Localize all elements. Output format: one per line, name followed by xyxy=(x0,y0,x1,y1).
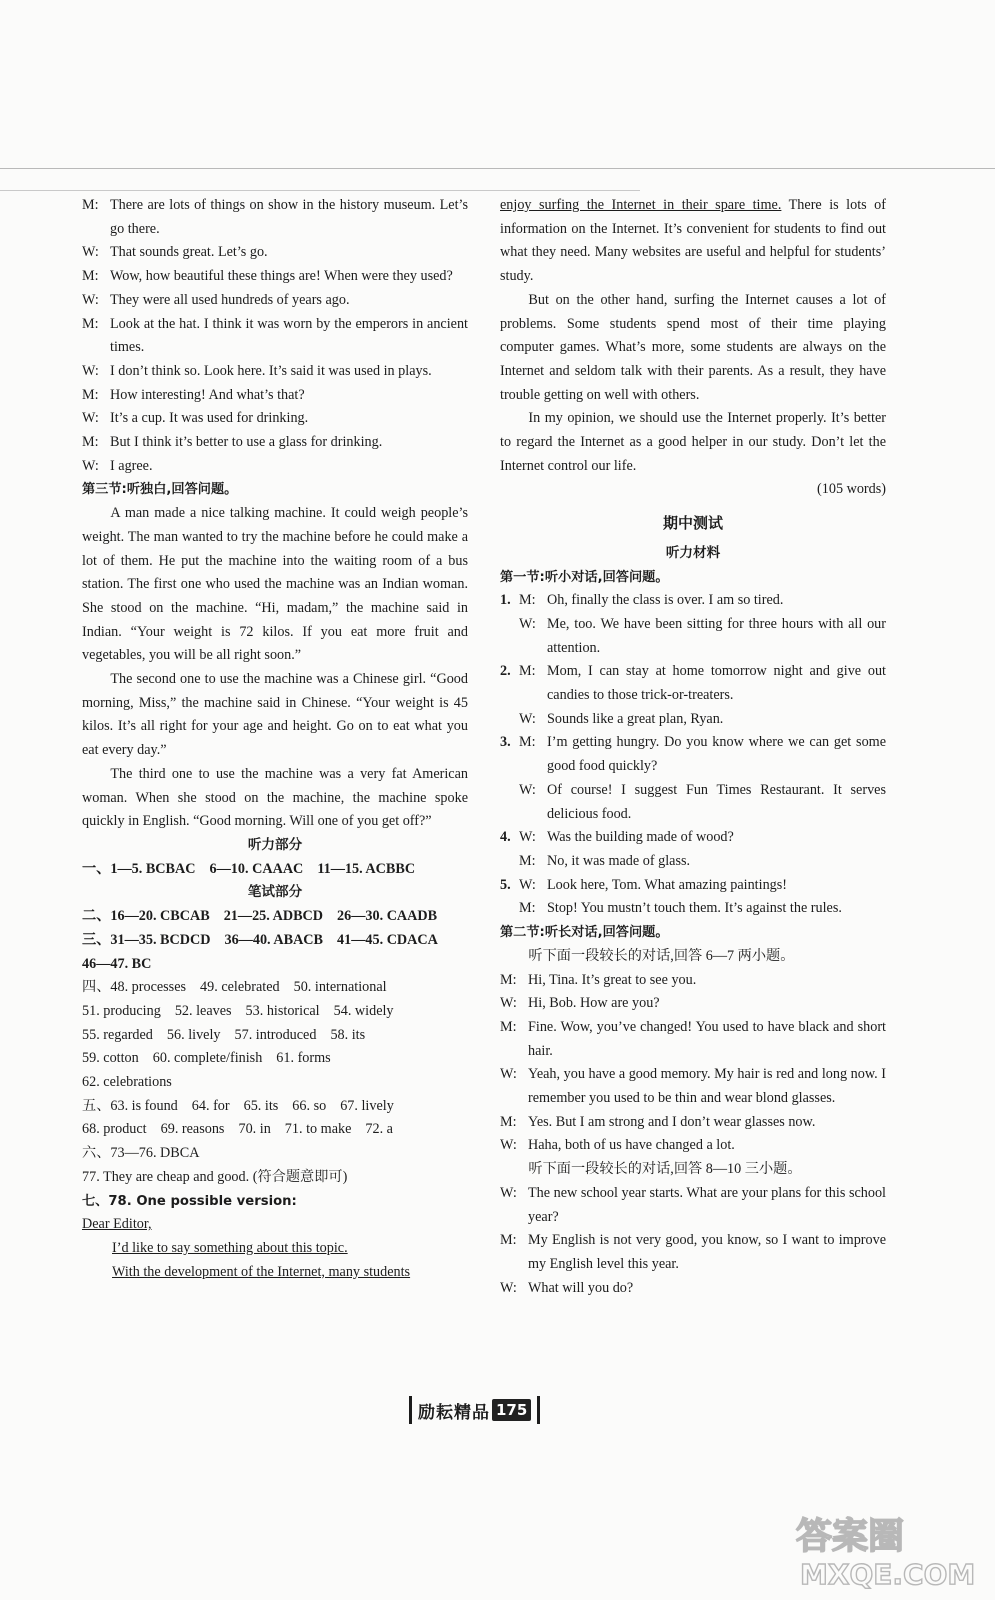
section-1-title: 第一节:听小对话,回答问题。 xyxy=(500,569,669,585)
question-number: 4. xyxy=(500,829,511,846)
speaker: W: xyxy=(82,457,99,474)
short-dialog-line xyxy=(500,897,886,921)
speaker: M: xyxy=(82,197,99,213)
question-number: 2. xyxy=(500,663,511,680)
short-dialog-line xyxy=(500,660,886,707)
speaker: M: xyxy=(82,315,99,332)
essay-p4: In my opinion, we should use the Internet properly. It’s better to regard the Internet as a good helper in our study. Don’t let the Internet control our life. xyxy=(500,410,886,474)
page-number: 175 xyxy=(492,1399,531,1421)
answer-item: 65. its xyxy=(243,1097,279,1114)
dialog-text: Me, too. We have been sitting for three hours with all our attention. xyxy=(547,615,886,656)
answers-4 xyxy=(82,976,468,1095)
dialog-line xyxy=(500,969,886,993)
dialog-line xyxy=(82,265,468,289)
writing-heading: 笔试部分 xyxy=(247,884,303,901)
speaker: M: xyxy=(500,1232,517,1249)
speaker: W: xyxy=(519,829,536,846)
dialog-line xyxy=(500,1182,886,1229)
footer-brand: 励耘精品 xyxy=(418,1402,490,1423)
dialog-text: Mom, I can stay at home tomorrow night and give out candies to those trick-or-treaters. xyxy=(547,663,886,704)
dialog-text: Was the building made of wood? xyxy=(547,829,734,846)
answer-item: 58. its xyxy=(330,1026,366,1043)
salutation: Dear Editor, xyxy=(82,1216,152,1233)
dialog-text: Yeah, you have a good memory. My hair is red and long now. I remember you used to be thin and wear blond glasses. xyxy=(528,1066,886,1107)
instruction-6-7: 听下面一段较长的对话,回答 6—7 两小题。 xyxy=(528,947,795,964)
dialog-text: My English is not very good, you know, so I want to improve my English level this year. xyxy=(528,1232,886,1272)
dialog-line xyxy=(82,313,468,360)
answers-77: 77. They are cheap and good. (符合题意即可) xyxy=(82,1168,348,1185)
answer-item: 69. reasons xyxy=(160,1121,225,1138)
answer-item: 57. introduced xyxy=(234,1026,317,1043)
answer-item: 68. product xyxy=(82,1121,147,1138)
dialog-line xyxy=(500,1063,886,1110)
monologue-paragraph: The second one to use the machine was a Chinese girl. “Good morning, Miss,” the machine said in Chinese. “Your weight is 45 kilos. It’s all right for your age and height. Go on to eat what you eat every day.” xyxy=(82,671,468,759)
essay-p1: I’d like to say something about this topic. xyxy=(112,1239,348,1256)
short-dialog-line xyxy=(500,874,886,898)
speaker: M: xyxy=(519,734,536,751)
instruction-8-10: 听下面一段较长的对话,回答 8—10 三小题。 xyxy=(528,1161,802,1178)
dialog-line xyxy=(82,241,468,265)
dialog-text: I’m getting hungry. Do you know where we can get some good food quickly? xyxy=(547,734,886,775)
dialog-text: Look at the hat. I think it was worn by the emperors in ancient times. xyxy=(110,315,468,356)
short-dialog-line xyxy=(500,589,886,613)
dialog-line xyxy=(82,289,468,313)
answers-1: 一、1—5. BCBAC 6—10. CAAAC 11—15. ACBBC xyxy=(82,860,416,877)
answer-item: 71. to make xyxy=(284,1121,352,1138)
dialog-text: Sounds like a great plan, Ryan. xyxy=(547,710,724,727)
answer-item: 62. celebrations xyxy=(82,1074,172,1091)
dialog-line xyxy=(500,1111,886,1135)
dialog-text: But I think it’s better to use a glass for drinking. xyxy=(110,434,383,451)
speaker: W: xyxy=(82,244,99,261)
answer-item: 64. for xyxy=(191,1097,230,1114)
short-dialog-line xyxy=(500,826,886,850)
short-dialogs xyxy=(500,589,886,921)
answer-item: 49. celebrated xyxy=(200,979,280,996)
dialog-text: Fine. Wow, you’ve changed! You used to have black and short hair. xyxy=(528,1018,886,1059)
speaker: M: xyxy=(519,852,536,869)
answer-item: 70. in xyxy=(238,1121,271,1138)
speaker: M: xyxy=(82,434,99,451)
speaker: W: xyxy=(519,710,536,727)
speaker: W: xyxy=(500,1279,517,1296)
speaker: M: xyxy=(519,663,536,680)
dialog-text: That sounds great. Let’s go. xyxy=(110,244,268,261)
right-column xyxy=(500,194,886,1300)
question-number: 5. xyxy=(500,876,511,893)
dialog-text: Yes. But I am strong and I don’t wear glasses now. xyxy=(528,1113,816,1130)
speaker: M: xyxy=(500,971,517,988)
answers-3: 三、31—35. BCDCD 36—40. ABACB 41—45. CDACA xyxy=(82,931,438,948)
answer-item: 59. cotton xyxy=(82,1050,139,1067)
dialog-text: I don’t think so. Look here. It’s said it was used in plays. xyxy=(110,362,432,379)
watermark-logo xyxy=(790,1506,980,1592)
dialog-line xyxy=(82,431,468,455)
answer-item: 72. a xyxy=(365,1121,393,1138)
monologue xyxy=(82,502,468,834)
dialog-line xyxy=(82,384,468,408)
dialog-line xyxy=(82,407,468,431)
answer-item: 54. widely xyxy=(333,1002,394,1019)
dialog-text: There are lots of things on show in the history museum. Let’s go there. xyxy=(110,197,468,237)
dialog-line xyxy=(500,1016,886,1063)
answer-item: 61. forms xyxy=(276,1050,331,1067)
answers-2: 二、16—20. CBCAB 21—25. ADBCD 26—30. CAADB xyxy=(82,908,438,925)
speaker: W: xyxy=(82,410,99,427)
top-rule xyxy=(0,168,995,169)
dialog-text: What will you do? xyxy=(528,1279,634,1296)
section-3-title: 第三节:听独白,回答问题。 xyxy=(82,482,238,498)
dialog-text: I agree. xyxy=(110,457,153,474)
answer-item: 66. so xyxy=(292,1097,327,1114)
dialog-text: The new school year starts. What are your plans for this school year? xyxy=(528,1184,886,1225)
answer-row xyxy=(82,1118,468,1142)
speaker: W: xyxy=(500,995,517,1012)
museum-dialog xyxy=(82,194,468,478)
speaker: W: xyxy=(500,1137,517,1154)
dialog-text: How interesting! And what’s that? xyxy=(110,386,305,403)
top-rule-2 xyxy=(0,190,640,191)
short-dialog-line xyxy=(500,779,886,826)
speaker: M: xyxy=(500,1113,517,1130)
answer-item: 50. international xyxy=(293,979,387,996)
dialog-line xyxy=(82,360,468,384)
section-2-title: 第二节:听长对话,回答问题。 xyxy=(500,925,669,941)
dialog-text: Haha, both of us have changed a lot. xyxy=(528,1137,735,1154)
answer-row xyxy=(82,1024,468,1048)
essay-p2-start: With the development of the Internet, many students xyxy=(112,1263,411,1280)
speaker: M: xyxy=(519,592,536,609)
dialog-8-10 xyxy=(500,1182,886,1301)
monologue-paragraph: The third one to use the machine was a very fat American woman. When she stood on the machine, the machine spoke quickly in English. “Good morning. Will one of you get off?” xyxy=(82,765,468,830)
dialog-text: Oh, finally the class is over. I am so tired. xyxy=(547,592,784,609)
dialog-line xyxy=(500,1229,886,1276)
essay-title: 七、78. One possible version: xyxy=(82,1193,297,1209)
short-dialog-line xyxy=(500,850,886,874)
speaker: M: xyxy=(82,268,99,285)
answers-5 xyxy=(82,1095,468,1142)
dialog-text: Of course! I suggest Fun Times Restaurant. It serves delicious food. xyxy=(547,781,886,822)
dialog-text: Hi, Tina. It’s great to see you. xyxy=(528,971,697,988)
dialog-line xyxy=(82,455,468,479)
short-dialog-line xyxy=(500,613,886,660)
answer-row xyxy=(82,1095,468,1119)
speaker: M: xyxy=(82,386,99,403)
question-number: 1. xyxy=(500,592,511,609)
dialog-line xyxy=(500,1277,886,1301)
answer-item: 五、63. is found xyxy=(82,1097,178,1114)
speaker: W: xyxy=(500,1184,517,1201)
answer-row xyxy=(82,1047,468,1071)
left-column xyxy=(82,194,468,1284)
speaker: W: xyxy=(500,1066,517,1083)
answer-item: 55. regarded xyxy=(82,1026,153,1043)
answer-item: 51. producing xyxy=(82,1002,161,1019)
dialog-line xyxy=(82,194,468,241)
word-count: (105 words) xyxy=(817,481,886,498)
answer-item: 67. lively xyxy=(340,1097,394,1114)
dialog-text: Hi, Bob. How are you? xyxy=(528,995,660,1012)
speaker: W: xyxy=(82,362,99,379)
material-title: 听力材料 xyxy=(665,544,721,561)
dialog-line xyxy=(500,1134,886,1158)
midterm-title: 期中测试 xyxy=(662,514,723,533)
answer-item: 四、48. processes xyxy=(82,979,187,996)
answers-3b: 46—47. BC xyxy=(82,955,152,972)
speaker: W: xyxy=(82,291,99,308)
dialog-text: No, it was made of glass. xyxy=(547,852,691,869)
answer-item: 56. lively xyxy=(166,1026,221,1043)
essay-p2: enjoy surfing the Internet in their spare time. There is lots of information on the Internet. It’s convenient for students to find out what they need. Many websites are useful and helpful for students’ study. xyxy=(500,197,886,285)
answer-item: 53. historical xyxy=(245,1002,320,1019)
watermark-bottom: MXQE.COM xyxy=(800,1558,976,1591)
short-dialog-line xyxy=(500,731,886,778)
speaker: W: xyxy=(519,781,536,798)
question-number: 3. xyxy=(500,734,511,751)
monologue-paragraph: A man made a nice talking machine. It could weigh people’s weight. The man wanted to try the machine before he could make a lot of them. He put the machine into the waiting room of a bus station. The first one who used the machine was an Indian woman. She stood on the machine. “Hi, madam,” the machine said in Indian. “Your weight is 72 kilos. If you eat more fruit and vegetables, you will be all right soon.” xyxy=(82,505,468,664)
watermark-top: 答案圈 xyxy=(796,1516,905,1557)
dialog-6-7 xyxy=(500,969,886,1159)
answer-item: 52. leaves xyxy=(174,1002,232,1019)
speaker: M: xyxy=(500,1018,517,1035)
dialog-text: They were all used hundreds of years ago. xyxy=(110,291,350,308)
essay-p3: But on the other hand, surfing the Internet causes a lot of problems. Some students spend most of their time playing computer games. What’s more, some students are always on the Internet and seldom talk with their parents. As a result, they have trouble getting on well with others. xyxy=(500,291,886,403)
short-dialog-line xyxy=(500,708,886,732)
speaker: W: xyxy=(519,876,536,893)
dialog-text: Wow, how beautiful these things are! When were they used? xyxy=(110,268,453,285)
dialog-text: Stop! You mustn’t touch them. It’s against the rules. xyxy=(547,900,842,917)
answer-row xyxy=(82,1000,468,1024)
answers-6: 六、73—76. DBCA xyxy=(82,1145,200,1162)
dialog-text: Look here, Tom. What amazing paintings! xyxy=(547,876,788,893)
speaker: M: xyxy=(519,900,536,917)
page-footer xyxy=(403,1396,546,1424)
answer-item: 60. complete/finish xyxy=(152,1050,263,1067)
speaker: W: xyxy=(519,615,536,632)
answer-row xyxy=(82,1071,468,1095)
listening-heading: 听力部分 xyxy=(247,836,303,853)
dialog-line xyxy=(500,992,886,1016)
dialog-text: It’s a cup. It was used for drinking. xyxy=(110,410,309,427)
answer-row xyxy=(82,976,468,1000)
